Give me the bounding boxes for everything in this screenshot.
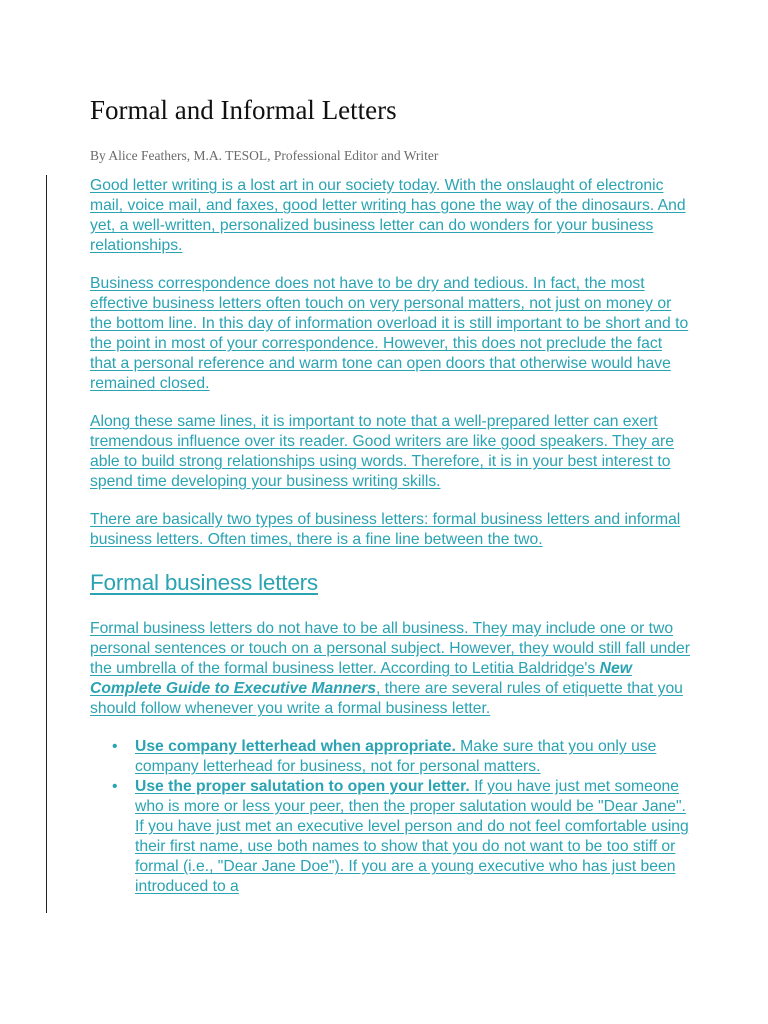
paragraph-1[interactable]: Good letter writing is a lost art in our society today. With the onslaught of electronic mail, voice mail, and faxes, good letter writing has gone the way of the dinosaurs. And yet, a well-written, personalized business letter can do wonders for your business relationships.: [90, 177, 686, 254]
intro-text-end: , there are several rules of etiquette that you should follow whenever you write a formal business letter.: [90, 680, 683, 717]
bullet-icon: •: [112, 778, 118, 795]
rule-text: If you have just met someone who is more or less your peer, then the proper salutation would be "Dear Jane". If you have just met an executive level person and do not feel comfortable using their first name, use both names to show that you do not want to be too stiff or formal (i.e., "Dear Jane Doe"). If you are a young executive who has just been introduced to a: [135, 778, 689, 895]
paragraph-4[interactable]: There are basically two types of business letters: formal business letters and informal business letters. Often times, there is a fine line between the two.: [90, 511, 681, 548]
section-heading-formal-letters[interactable]: Formal business letters: [90, 570, 318, 595]
page-title: Formal and Informal Letters: [90, 95, 397, 125]
article-body: [90, 176, 690, 897]
list-item-salutation[interactable]: [90, 777, 690, 897]
author-byline: By Alice Feathers, M.A. TESOL, Professional Editor and Writer: [90, 148, 439, 163]
paragraph-2[interactable]: Business correspondence does not have to be dry and tedious. In fact, the most effective business letters often touch on very personal matters, not just on money or the bottom line. In this day of information overload it is still important to be short and to the point in most of your correspondence. However, this does not preclude the fact that a personal reference and warm tone can open doors that otherwise would have remained closed.: [90, 275, 689, 392]
intro-text-start: Formal business letters do not have to be all business. They may include one or two personal sentences or touch on a personal subject. However, they would still fall under the umbrella of the formal business letter. According to Letitia Baldridge's: [90, 620, 690, 677]
rule-text: Make sure that you only use company letterhead for business, not for personal matters.: [135, 738, 657, 775]
bullet-icon: •: [112, 738, 118, 755]
margin-change-bar: [46, 175, 47, 913]
book-title: New Complete Guide to Executive Manners: [90, 660, 632, 697]
etiquette-rules-list: [90, 737, 690, 897]
section-intro-paragraph[interactable]: [90, 619, 690, 719]
paragraph-3[interactable]: Along these same lines, it is important to note that a well-prepared letter can exert tremendous influence over its reader. Good writers are like good speakers. They are able to build strong relationships using words. Therefore, it is in your best interest to spend time developing your business writing skills.: [90, 413, 674, 490]
rule-lead: Use company letterhead when appropriate.: [135, 738, 456, 755]
list-item-letterhead[interactable]: [90, 737, 690, 777]
rule-lead: Use the proper salutation to open your letter.: [135, 778, 470, 795]
